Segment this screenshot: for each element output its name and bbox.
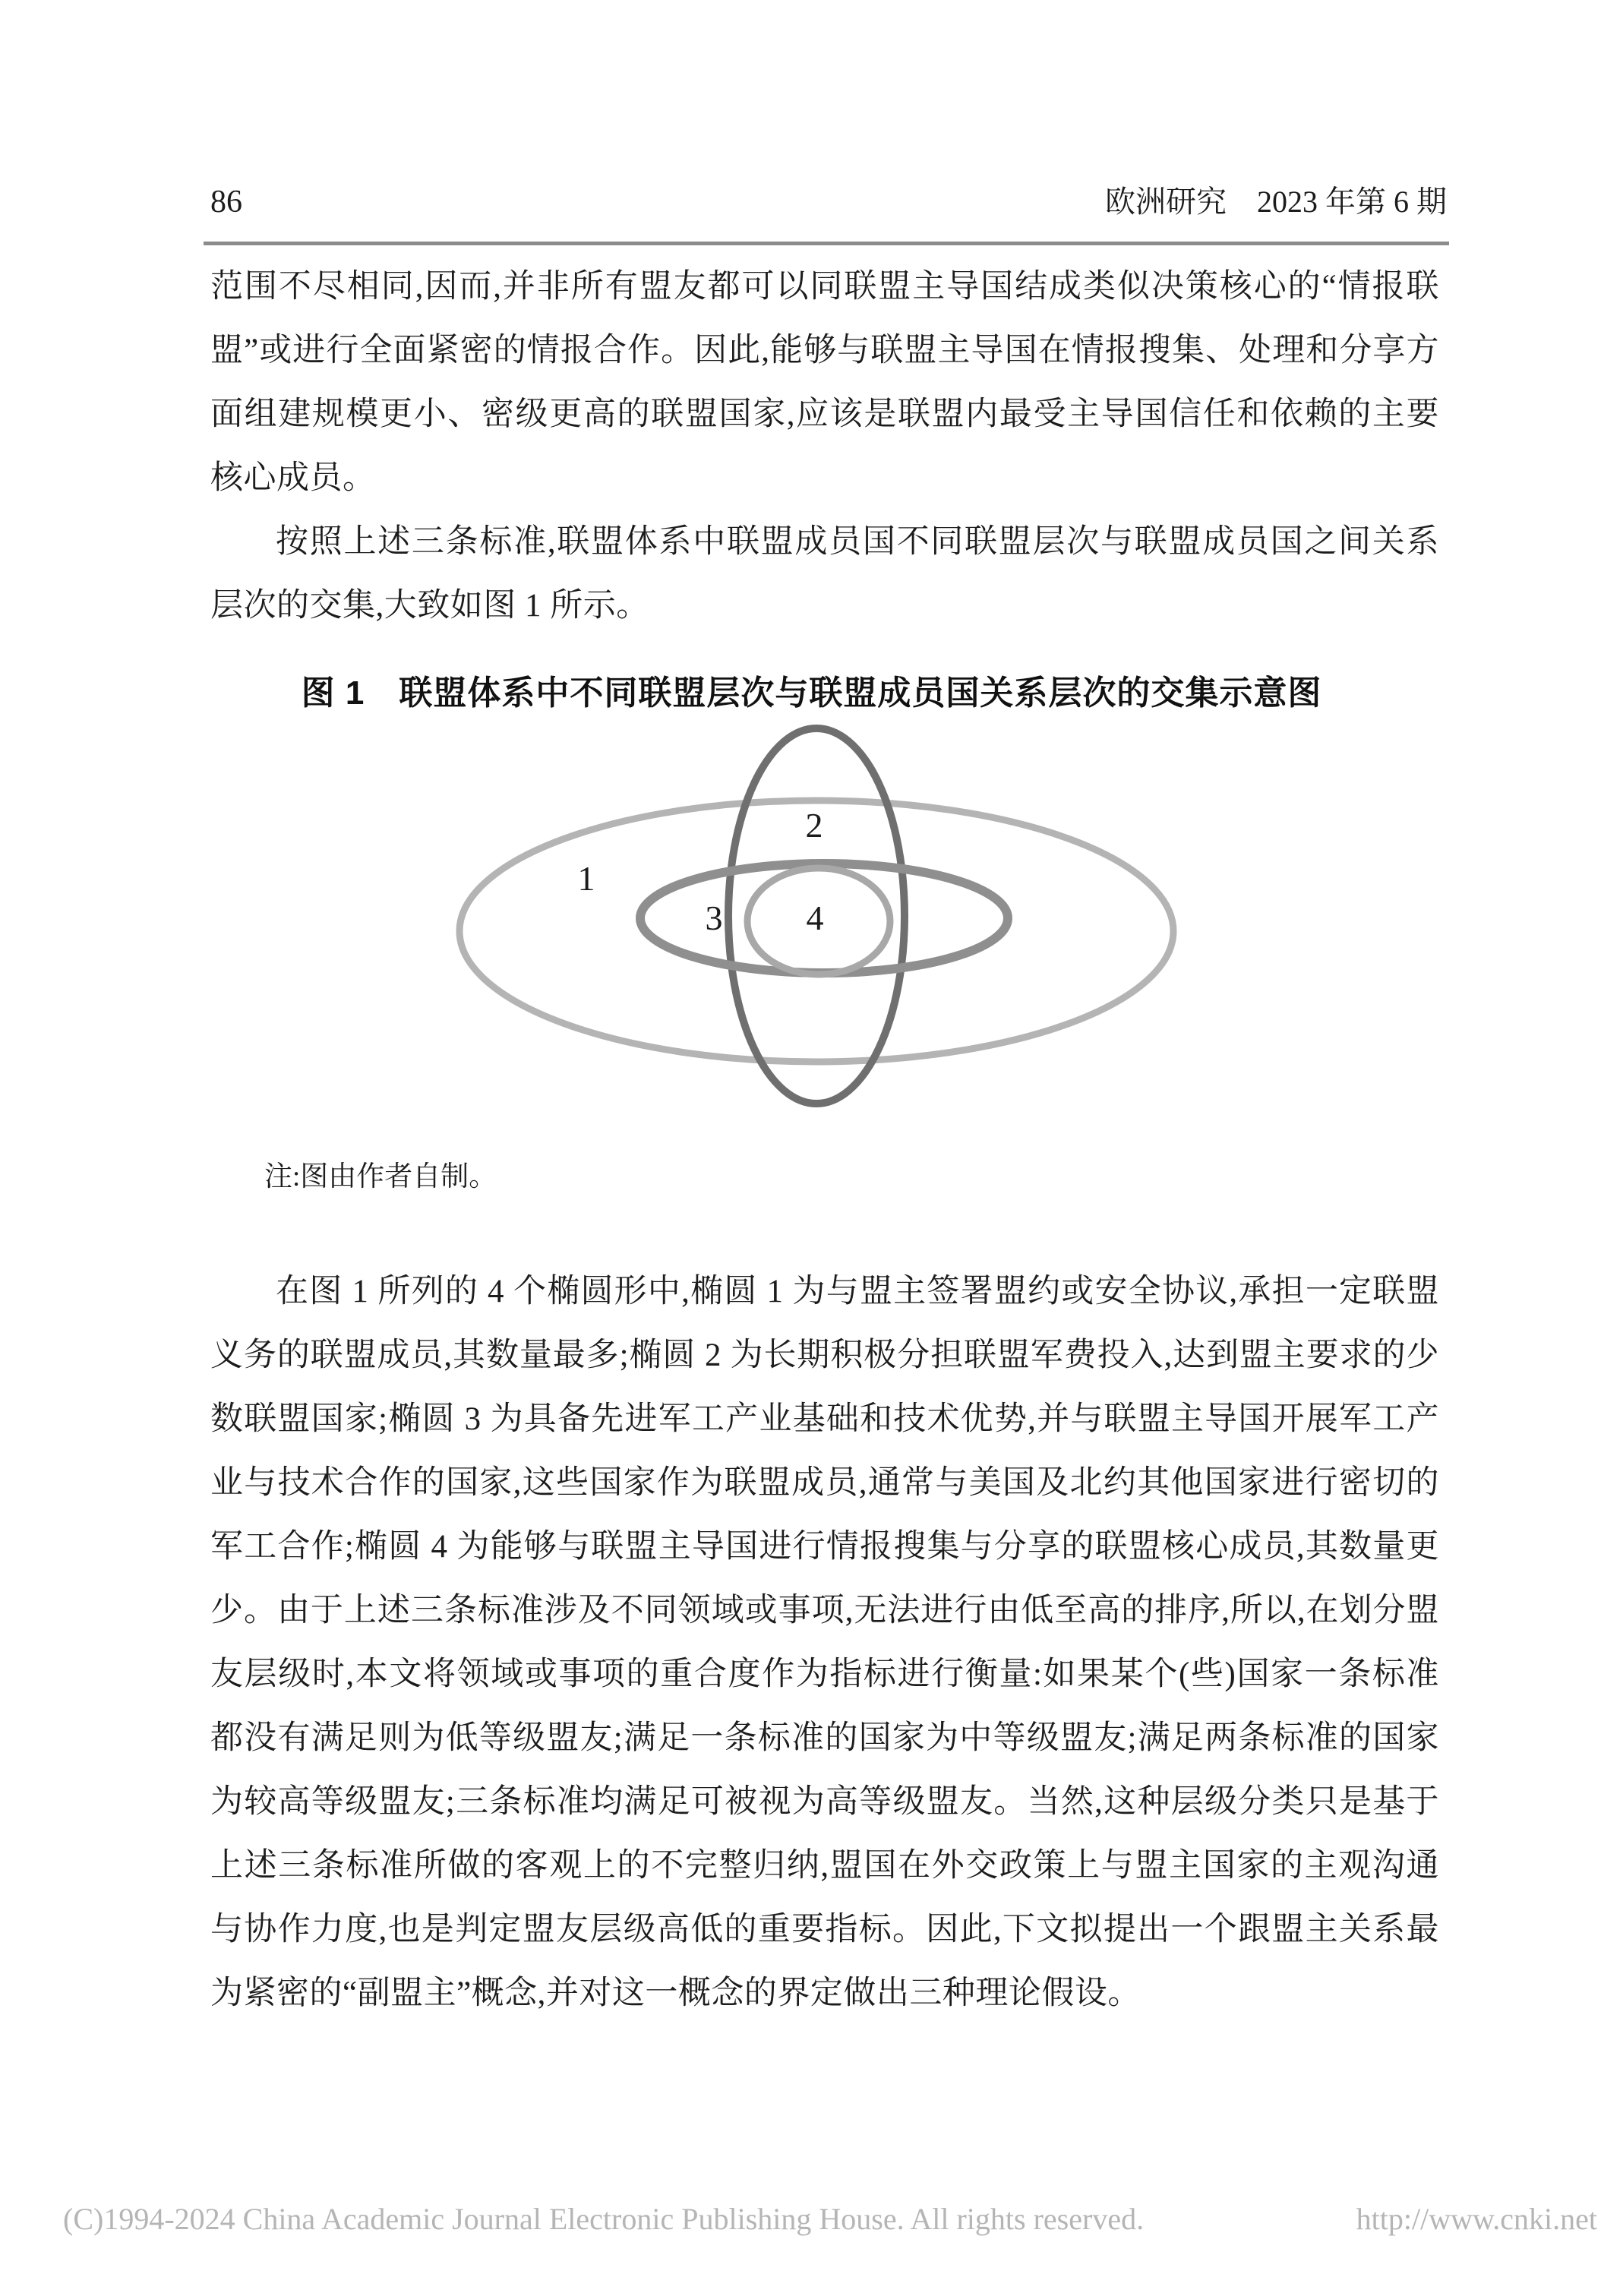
paragraph-2: 按照上述三条标准,联盟体系中联盟成员国不同联盟层次与联盟成员国之间关系层次的交集,大致如图 1 所示。 [210, 524, 1439, 624]
cnki-url: http://www.cnki.net [1356, 2202, 1597, 2236]
header-divider [204, 242, 1449, 245]
page-footer [63, 2201, 1597, 2237]
paragraph-1: 范围不尽相同,因而,并非所有盟友都可以同联盟主导国结成类似决策核心的“情报联盟”或进行全面紧密的情报合作。因此,能够与联盟主导国在情报搜集、处理和分享方面组建规模更小、密级更高的联盟国家,应该是联盟内最受主导国信任和依赖的主要核心成员。 [210, 269, 1439, 496]
venn-label-3: 3 [705, 899, 723, 937]
page-number: 86 [210, 185, 242, 219]
figure-note: 注:图由作者自制。 [264, 1161, 497, 1192]
venn-ellipse-3 [640, 864, 1008, 973]
paragraph-3: 在图 1 所列的 4 个椭圆形中,椭圆 1 为与盟主签署盟约或安全协议,承担一定联盟义务的联盟成员,其数量最多;椭圆 2 为长期积极分担联盟军费投入,达到盟主要求的少数联盟国家;椭圆 3 为具备先进军工产业基础和技术优势,并与联盟主导国开展军工产业与技术合作的国家,这些国家作为联盟成员,通常与美国及北约其他国家进行密切的军工合作;椭圆 4 为能够与联盟主导国进行情报搜集与分享的联盟核心成员,其数量更少。由于上述三条标准涉及不同领域或事项,无法进行由低至高的排序,所以,在划分盟友层级时,本文将领域或事项的重合度作为指标进行衡量:如果某个(些)国家一条标准都没有满足则为低等级盟友;满足一条标准的国家为中等级盟友;满足两条标准的国家为较高等级盟友;三条标准均满足可被视为高等级盟友。当然,这种层级分类只是基于上述三条标准所做的客观上的不完整归纳,盟国在外交政策上与盟主国家的主观沟通与协作力度,也是判定盟友层级高低的重要指标。因此,下文拟提出一个跟盟主关系最为紧密的“副盟主”概念,并对这一概念的界定做出三种理论假设。 [210, 1274, 1439, 2011]
venn-label-4: 4 [806, 899, 824, 937]
venn-label-1: 1 [577, 859, 595, 898]
journal-issue: 欧洲研究 2023 年第 6 期 [1105, 185, 1447, 219]
copyright-text: (C)1994-2024 China Academic Journal Electronic Publishing House. All rights reserved. [63, 2202, 1145, 2236]
venn-label-2: 2 [805, 806, 823, 845]
figure-title: 图 1 联盟体系中不同联盟层次与联盟成员国关系层次的交集示意图 [301, 674, 1322, 712]
figure-venn-diagram [410, 722, 1230, 1116]
venn-diagram-svg [410, 722, 1230, 1116]
page-header [210, 184, 1447, 220]
